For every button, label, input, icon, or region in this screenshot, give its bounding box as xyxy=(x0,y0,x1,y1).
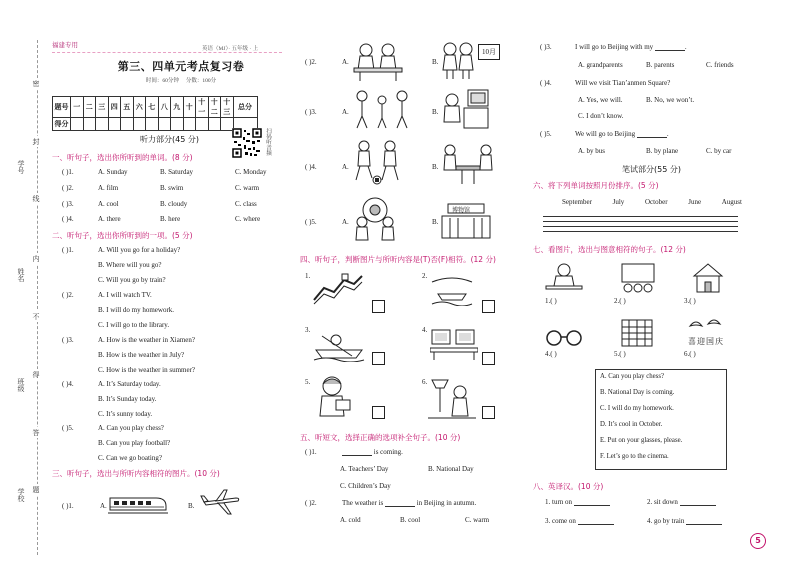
question-stem: The weather is in Beijing in autumn. xyxy=(342,499,477,507)
answer-slot[interactable]: 1.( ) xyxy=(545,297,557,305)
answer-slot[interactable]: ( )1. xyxy=(62,246,74,254)
fill-blank[interactable] xyxy=(385,500,415,507)
translation-item: 1. turn on xyxy=(545,498,610,506)
question-stem: We will go to Beijing . xyxy=(575,130,669,138)
cinema-icon xyxy=(618,262,658,294)
score-table-header-row xyxy=(53,97,258,118)
option-b: B. I will do my homework. xyxy=(98,306,175,314)
question-stem: Will we visit Tian’anmen Square? xyxy=(575,79,671,87)
score-table-cell: 十一 xyxy=(196,97,209,118)
part4-title: 四、听句子，判断图片与所听内容是(T)否(F)相符。(12 分) xyxy=(300,255,496,264)
score-cell[interactable] xyxy=(196,118,209,131)
option-a-label: A. xyxy=(342,108,349,116)
score-cell[interactable] xyxy=(121,118,134,131)
tf-answer-box[interactable] xyxy=(482,352,495,365)
part5-title: 五、听短文，选择正确的选项补全句子。(10 分) xyxy=(300,433,461,442)
school-field[interactable]: 学校 xyxy=(17,488,25,502)
option-a: A. there xyxy=(98,215,121,223)
option-c: C. by car xyxy=(706,147,732,155)
region-tag: 福建专用 xyxy=(52,42,78,49)
option-b: B. here xyxy=(160,215,181,223)
children-at-desks-icon[interactable] xyxy=(352,42,404,82)
score-cell[interactable] xyxy=(108,118,121,131)
seal-word: 封 xyxy=(32,138,40,145)
score-cell[interactable] xyxy=(71,118,84,131)
option-c: C. class xyxy=(235,200,257,208)
option-a-label: A. xyxy=(342,58,349,66)
option-a: A. Teachers’ Day xyxy=(340,465,389,473)
seal-word: 线 xyxy=(32,195,40,202)
girl-reading-icon xyxy=(314,374,354,418)
item-number: 4. xyxy=(422,326,428,334)
option-c: C. Children’s Day xyxy=(340,482,391,490)
name-field[interactable]: 姓名 xyxy=(17,268,25,282)
month-word: October xyxy=(644,198,668,206)
option-b: B. No, we won’t. xyxy=(646,96,695,104)
option-b: B. cloudy xyxy=(160,200,188,208)
answer-slot[interactable]: ( )5. xyxy=(305,218,317,226)
time-limit: 时间：60分钟 xyxy=(145,78,179,84)
option-c: C. I will go to the library. xyxy=(98,321,170,329)
full-score: 分数：100分 xyxy=(185,78,217,84)
answer-slot[interactable]: ( )4. xyxy=(540,79,552,87)
sentence-option: F. Let’s go to the cinema. xyxy=(600,453,669,460)
answer-slot[interactable]: ( )1. xyxy=(62,502,74,510)
answer-slot[interactable]: ( )2. xyxy=(305,499,317,507)
part3-title: 三、听句子，选出与所听内容相符的图片。(10 分) xyxy=(52,469,220,478)
score-table-cell: 二 xyxy=(83,97,96,118)
part6-title: 六、将下列单词按照月份排序。(5 分) xyxy=(533,181,659,190)
question-stem: I will go to Beijing with my . xyxy=(575,43,687,51)
student-id-field[interactable]: 学号 xyxy=(17,160,25,174)
translation-item: 4. go by train xyxy=(647,517,722,525)
answer-slot[interactable]: 3.( ) xyxy=(684,297,696,305)
sentence-option: C. I will do my homework. xyxy=(600,405,674,412)
tf-answer-box[interactable] xyxy=(372,300,385,313)
score-table-cell: 十三 xyxy=(221,97,234,118)
option-a: A. grandparents xyxy=(578,61,623,69)
rowing-boat-icon xyxy=(312,326,366,362)
item-number: 2. xyxy=(422,272,428,280)
tf-answer-box[interactable] xyxy=(372,352,385,365)
answer-slot[interactable]: ( )5. xyxy=(540,130,552,138)
option-a: A. cold xyxy=(340,516,361,524)
writing-line[interactable] xyxy=(543,227,738,232)
subject-info: 英语（MJ）· 五年级 · 上 xyxy=(202,46,259,52)
score-table-cell: 三 xyxy=(96,97,109,118)
title-block xyxy=(96,58,266,84)
option-a: A. cool xyxy=(98,200,119,208)
answer-slot[interactable]: ( )1. xyxy=(62,168,74,176)
score-table-cell: 十 xyxy=(183,97,196,118)
answer-slot[interactable]: ( )3. xyxy=(540,43,552,51)
score-table-cell: 四 xyxy=(108,97,121,118)
score-cell[interactable] xyxy=(96,118,109,131)
boat-lake-icon xyxy=(430,272,474,306)
part8-title: 八、英译汉。(10 分) xyxy=(533,482,604,491)
score-table-cell: 一 xyxy=(71,97,84,118)
seal-word: 题 xyxy=(32,486,40,493)
translation-item: 3. come on xyxy=(545,517,614,525)
answer-slot[interactable]: 6.( ) xyxy=(684,350,696,358)
month-word: July xyxy=(612,198,625,206)
option-b: B. by plane xyxy=(646,147,679,155)
sentence-option: B. National Day is coming. xyxy=(600,389,675,396)
option-c: C. Will you go by train? xyxy=(98,276,166,284)
fill-blank[interactable] xyxy=(637,131,667,138)
option-b: B. Saturday xyxy=(160,168,194,176)
score-cell[interactable] xyxy=(183,118,196,131)
seal-line xyxy=(37,40,38,555)
score-table-score-row xyxy=(53,118,258,131)
option-a-label: A. xyxy=(100,502,107,510)
item-number: 3. xyxy=(305,326,311,334)
answer-slot[interactable]: ( )4. xyxy=(62,380,74,388)
written-heading: 笔试部分(55 分) xyxy=(622,165,681,174)
option-c: C. It’s sunny today. xyxy=(98,410,153,418)
month-word: June xyxy=(688,198,702,206)
exam-meta xyxy=(96,76,266,84)
option-b: B. National Day xyxy=(428,465,474,473)
answer-slot[interactable]: ( )3. xyxy=(305,108,317,116)
fill-blank[interactable] xyxy=(342,449,372,456)
answer-slot[interactable]: ( )2. xyxy=(62,291,74,299)
seal-word: 不 xyxy=(32,313,40,320)
month-word: August xyxy=(721,198,742,206)
answer-slot[interactable]: ( )3. xyxy=(62,336,74,344)
answer-slot[interactable]: ( )2. xyxy=(305,58,317,66)
autumn-house-icon xyxy=(688,262,728,294)
sentence-option: A. Can you play chess? xyxy=(600,373,664,380)
fill-blank[interactable] xyxy=(686,518,722,525)
airplane-icon[interactable] xyxy=(200,488,240,516)
header-rule xyxy=(52,52,282,53)
greeting-text: 喜迎国庆 xyxy=(688,337,724,346)
score-cell[interactable] xyxy=(208,118,221,131)
classroom-computers-icon xyxy=(430,326,478,360)
option-a: A. Sunday xyxy=(98,168,128,176)
score-table-cell: 七 xyxy=(146,97,159,118)
fill-blank[interactable] xyxy=(578,518,614,525)
item-number: 1. xyxy=(305,272,311,280)
sentence-options-box xyxy=(595,369,727,470)
month-word: September xyxy=(562,198,592,206)
option-a: A. It’s Saturday today. xyxy=(98,380,161,388)
score-cell[interactable] xyxy=(158,118,171,131)
seal-word: 得 xyxy=(32,371,40,378)
tf-answer-box[interactable] xyxy=(372,406,385,419)
score-table-cell: 得分 xyxy=(53,118,71,131)
family-walking-icon[interactable] xyxy=(352,90,414,130)
girl-with-lamp-icon xyxy=(428,376,476,420)
option-b-label: B. xyxy=(432,163,439,171)
option-b-label: B. xyxy=(432,108,439,116)
option-b-label: B. xyxy=(188,502,195,510)
option-a: A. Yes, we will. xyxy=(578,96,623,104)
translation-item: 2. sit down xyxy=(647,498,716,506)
boy-doing-homework-icon xyxy=(544,262,584,294)
option-c: C. warm xyxy=(465,516,490,524)
answer-slot[interactable]: ( )5. xyxy=(62,424,74,432)
seal-word: 内 xyxy=(32,255,40,262)
question-stem: is coming. xyxy=(342,448,403,456)
option-b: B. How is the weather in July? xyxy=(98,351,185,359)
option-a-label: A. xyxy=(342,163,349,171)
option-c: C. friends xyxy=(706,61,734,69)
great-wall-icon xyxy=(312,270,364,306)
answer-slot[interactable]: ( )3. xyxy=(62,200,74,208)
museum-label: 博物馆 xyxy=(452,208,471,214)
answer-slot[interactable]: 5.( ) xyxy=(614,350,626,358)
option-c: C. Can we go boating? xyxy=(98,454,162,462)
score-cell[interactable] xyxy=(146,118,159,131)
score-table-cell: 六 xyxy=(133,97,146,118)
option-c: C. I don’t know. xyxy=(578,112,624,120)
part7-title: 七、看图片，选出与图意相符的句子。(12 分) xyxy=(533,245,686,254)
month-word-list xyxy=(562,198,742,206)
class-field[interactable]: 班级 xyxy=(17,378,25,392)
option-b: B. parents xyxy=(646,61,675,69)
score-table xyxy=(52,96,258,131)
option-b: B. cool xyxy=(400,516,421,524)
child-at-tv-icon[interactable] xyxy=(440,86,490,130)
sentence-option: D. It’s cool in October. xyxy=(600,421,663,428)
option-b: B. Where will you go? xyxy=(98,261,162,269)
item-number: 6. xyxy=(422,378,428,386)
answer-slot[interactable]: ( )4. xyxy=(305,163,317,171)
score-table-cell: 题号 xyxy=(53,97,71,118)
train-icon[interactable] xyxy=(108,492,168,514)
score-table-cell: 总分 xyxy=(233,97,257,118)
boys-playing-football-icon[interactable] xyxy=(350,140,406,186)
option-a: A. Will you go for a holiday? xyxy=(98,246,181,254)
fill-blank[interactable] xyxy=(574,499,610,506)
answer-slot[interactable]: ( )2. xyxy=(62,184,74,192)
binding-strip xyxy=(0,0,48,567)
seal-word: 密 xyxy=(32,80,40,87)
qr-label: 扫码听音频 xyxy=(265,128,271,156)
option-c: C. Monday xyxy=(235,168,267,176)
option-b-label: B. xyxy=(432,218,439,226)
option-a-label: A. xyxy=(342,218,349,226)
fill-blank[interactable] xyxy=(655,44,685,51)
score-table-cell: 九 xyxy=(171,97,184,118)
page-number: 5 xyxy=(750,533,766,549)
answer-slot[interactable]: 2.( ) xyxy=(614,297,626,305)
writing-lines[interactable] xyxy=(543,212,738,232)
qr-code-icon[interactable] xyxy=(232,128,262,158)
option-a: A. I will watch TV. xyxy=(98,291,152,299)
item-number: 5. xyxy=(305,378,311,386)
part2-title: 二、听句子，选出你所听到的一项。(5 分) xyxy=(52,231,193,240)
score-cell[interactable] xyxy=(171,118,184,131)
option-a: A. by bus xyxy=(578,147,606,155)
page-title: 第三、四单元考点复习卷 xyxy=(117,60,245,73)
option-c: C. How is the weather in summer? xyxy=(98,366,196,374)
fill-blank[interactable] xyxy=(680,499,716,506)
option-c: C. warm xyxy=(235,184,260,192)
score-cell[interactable] xyxy=(83,118,96,131)
answer-slot[interactable]: 4.( ) xyxy=(545,350,557,358)
score-table-cell: 八 xyxy=(158,97,171,118)
calendar-icon[interactable]: 10月 xyxy=(478,44,500,60)
option-b-label: B. xyxy=(432,58,439,66)
option-c: C. where xyxy=(235,215,261,223)
score-table-cell: 五 xyxy=(121,97,134,118)
option-b: B. It’s Sunday today. xyxy=(98,395,157,403)
option-a: A. film xyxy=(98,184,119,192)
option-b: B. swim xyxy=(160,184,184,192)
children-playing-chess-icon[interactable] xyxy=(440,140,496,186)
chessboard-icon xyxy=(620,318,654,348)
sentence-option: E. Put on your glasses, please. xyxy=(600,437,683,444)
score-cell[interactable] xyxy=(133,118,146,131)
answer-slot[interactable]: ( )1. xyxy=(305,448,317,456)
option-a: A. Can you play chess? xyxy=(98,424,164,432)
children-with-flower-icon[interactable] xyxy=(352,196,398,242)
option-a: A. How is the weather in Xiamen? xyxy=(98,336,195,344)
seal-word: 答 xyxy=(32,429,40,436)
glasses-icon xyxy=(544,328,584,346)
score-table-cell: 十二 xyxy=(208,97,221,118)
part1-title: 一、听句子，选出你所听到的单词。(8 分) xyxy=(52,153,193,162)
doves-icon xyxy=(686,316,726,334)
two-children-icon[interactable] xyxy=(440,42,476,80)
tf-answer-box[interactable] xyxy=(482,300,495,313)
option-b: B. Can you play football? xyxy=(98,439,171,447)
answer-slot[interactable]: ( )4. xyxy=(62,215,74,223)
tf-answer-box[interactable] xyxy=(482,406,495,419)
listening-heading: 听力部分(45 分) xyxy=(140,135,199,144)
